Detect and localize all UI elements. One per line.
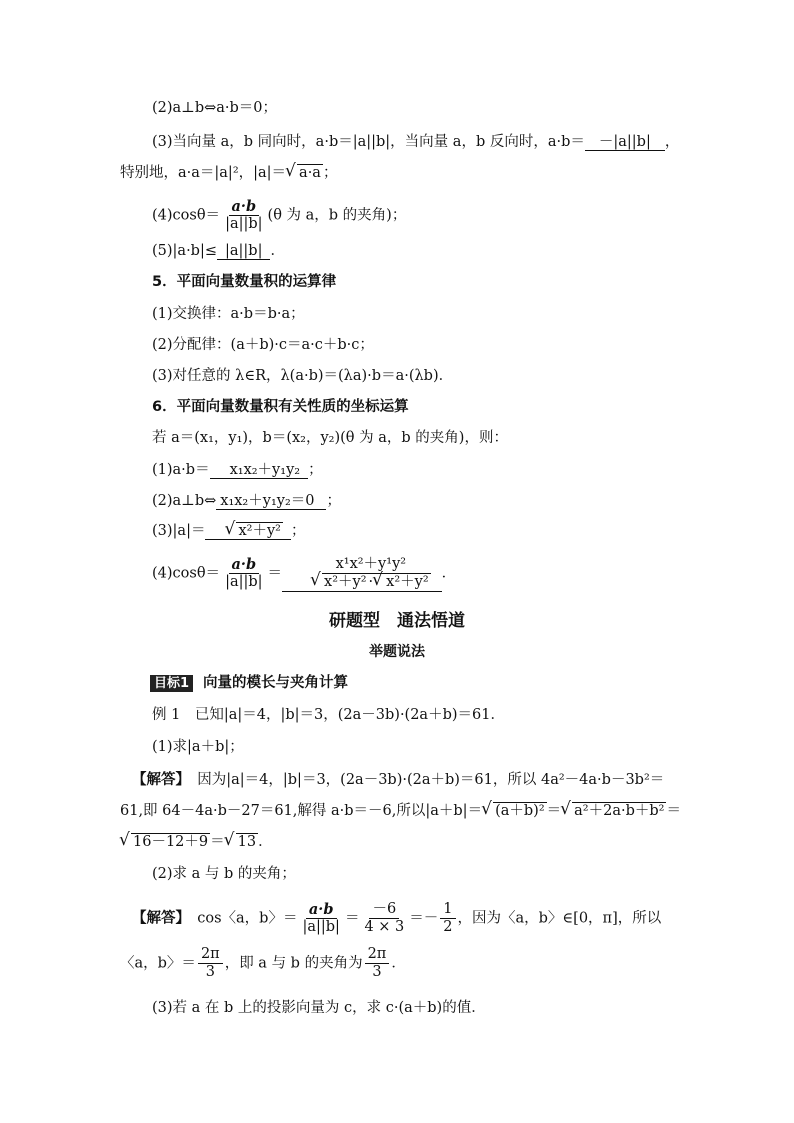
- property-inequality: (5)|a·b|≤ |a||b| ．: [152, 243, 285, 259]
- example-question: 例 1 已知|a|＝4，|b|＝3，(2a－3b)·(2a＋b)＝61．: [152, 707, 505, 723]
- coord-cosine: (4)cosθ＝ $\frac{a\cdot b}{|a||b|}$ ＝ x¹x²＋y¹y² √ x²＋y² ·√ x²＋y² ．: [152, 556, 456, 592]
- fraction: $\frac{-6}{4 \times 3}$: [364, 901, 405, 935]
- property-perpendicular: (2)a⊥b⇔a·b＝0；: [152, 100, 278, 116]
- section-heading-5: 5．平面向量数量积的运算律: [152, 274, 337, 290]
- goal-badge: 目标1: [150, 675, 193, 692]
- coord-perpendicular: (2)a⊥b⇔ x₁x₂＋y₁y₂＝0 ；: [152, 493, 341, 509]
- fraction: $\frac{a\cdot b}{|a||b|}$: [225, 556, 263, 590]
- goal-title: 向量的模长与夹角计算: [203, 675, 349, 691]
- section-subtitle: 举题说法: [369, 644, 425, 660]
- coord-dot-product: (1)a·b＝ x₁x₂＋y₁y₂ ；: [152, 462, 323, 478]
- blank-answer: x₁x₂＋y₁y₂＝0: [216, 493, 326, 510]
- blank-answer: [205, 523, 291, 540]
- fraction: $\frac{1}{2}$: [440, 901, 455, 936]
- blank-answer: |a||b|: [217, 243, 270, 260]
- sqrt-symbol: √ a²＋2a·b＋b²: [561, 801, 666, 821]
- sqrt-symbol: √ 16－12＋9: [120, 832, 210, 852]
- section-title: 研题型 通法悟道: [329, 611, 465, 631]
- sqrt-symbol: √ 13: [225, 832, 258, 852]
- sqrt-symbol: √ a·a: [286, 163, 323, 183]
- sqrt-symbol: √ (a＋b)²: [482, 801, 547, 821]
- coordinate-intro: 若 a＝(x₁，y₁)，b＝(x₂，y₂)(θ 为 a，b 的夹角)，则：: [152, 430, 508, 446]
- blank-answer: x₁x₂＋y₁y₂: [210, 462, 309, 479]
- property-same-direction: (3)当向量 a，b 同向时，a·b＝|a||b|，当向量 a，b 反向时，a·b＝ －|a||b| ，: [152, 134, 680, 150]
- law-distributive: (2)分配律：(a＋b)·c＝a·c＋b·c；: [152, 337, 374, 353]
- example-part-3: (3)若 a 在 b 上的投影向量为 c，求 c·(a＋b)的值．: [152, 1000, 486, 1016]
- property-self-dot: 特别地，a·a＝|a|²，|a|＝√ a·a ；: [120, 163, 337, 183]
- fraction: $\frac{2\pi}{3}$: [198, 946, 223, 981]
- law-scalar: (3)对任意的 λ∈R，λ(a·b)＝(λa)·b＝a·(λb)．: [152, 368, 454, 384]
- solution-tag: 【解答】: [132, 772, 183, 788]
- fraction: $\frac{a\cdot b}{|a||b|}$: [225, 198, 263, 232]
- sqrt-symbol: √ x²＋y²: [225, 523, 283, 539]
- law-commutative: (1)交换律：a·b＝b·a；: [152, 306, 305, 322]
- solution-1-line-3: √ 16－12＋9 ＝√ 13 ．: [120, 832, 273, 852]
- blank-answer: －|a||b|: [585, 134, 665, 151]
- property-cosine: (4)cosθ＝ $\frac{a\cdot b}{|a||b|}$ (θ 为 a，b 的夹角)；: [152, 198, 407, 232]
- blank-answer: [282, 556, 442, 592]
- goal-heading: [150, 673, 348, 693]
- fraction: x¹x²＋y¹y² √ x²＋y² ·√ x²＋y²: [308, 556, 434, 591]
- solution-tag: 【解答】: [132, 910, 183, 927]
- example-part-1: (1)求|a＋b|；: [152, 739, 244, 755]
- fraction: $\frac{2\pi}{3}$: [365, 946, 390, 981]
- fraction: $\frac{a\cdot b}{|a||b|}$: [302, 901, 340, 935]
- coord-magnitude: (3)|a|＝√ x²＋y² ；: [152, 521, 305, 541]
- solution-2-line-2: 〈a，b〉＝ $\frac{2\pi}{3}$ ，即 a 与 b 的夹角为 $\frac{2\pi}{3}$ ．: [120, 946, 406, 980]
- section-heading-6: 6．平面向量数量积有关性质的坐标运算: [152, 399, 409, 415]
- solution-1-line-2: 61,即 64－4a·b－27＝61,解得 a·b＝－6,所以|a＋b|＝√ (a＋b)² ＝√ a²＋2a·b＋b² ＝: [120, 801, 681, 821]
- solution-1-line-1: 【解答】 因为|a|＝4，|b|＝3，(2a－3b)·(2a＋b)＝61，所以 4a²－4a·b－3b²＝: [132, 772, 665, 788]
- example-part-2: (2)求 a 与 b 的夹角；: [152, 866, 296, 882]
- solution-2-line-1: 【解答】 cos〈a，b〉＝ $\frac{a\cdot b}{|a||b|}$ ＝ $\frac{-6}{4 \times 3}$ ＝－ $\frac{1}{2}$ ，因为〈a，b〉∈[0，π]，所以: [132, 901, 662, 935]
